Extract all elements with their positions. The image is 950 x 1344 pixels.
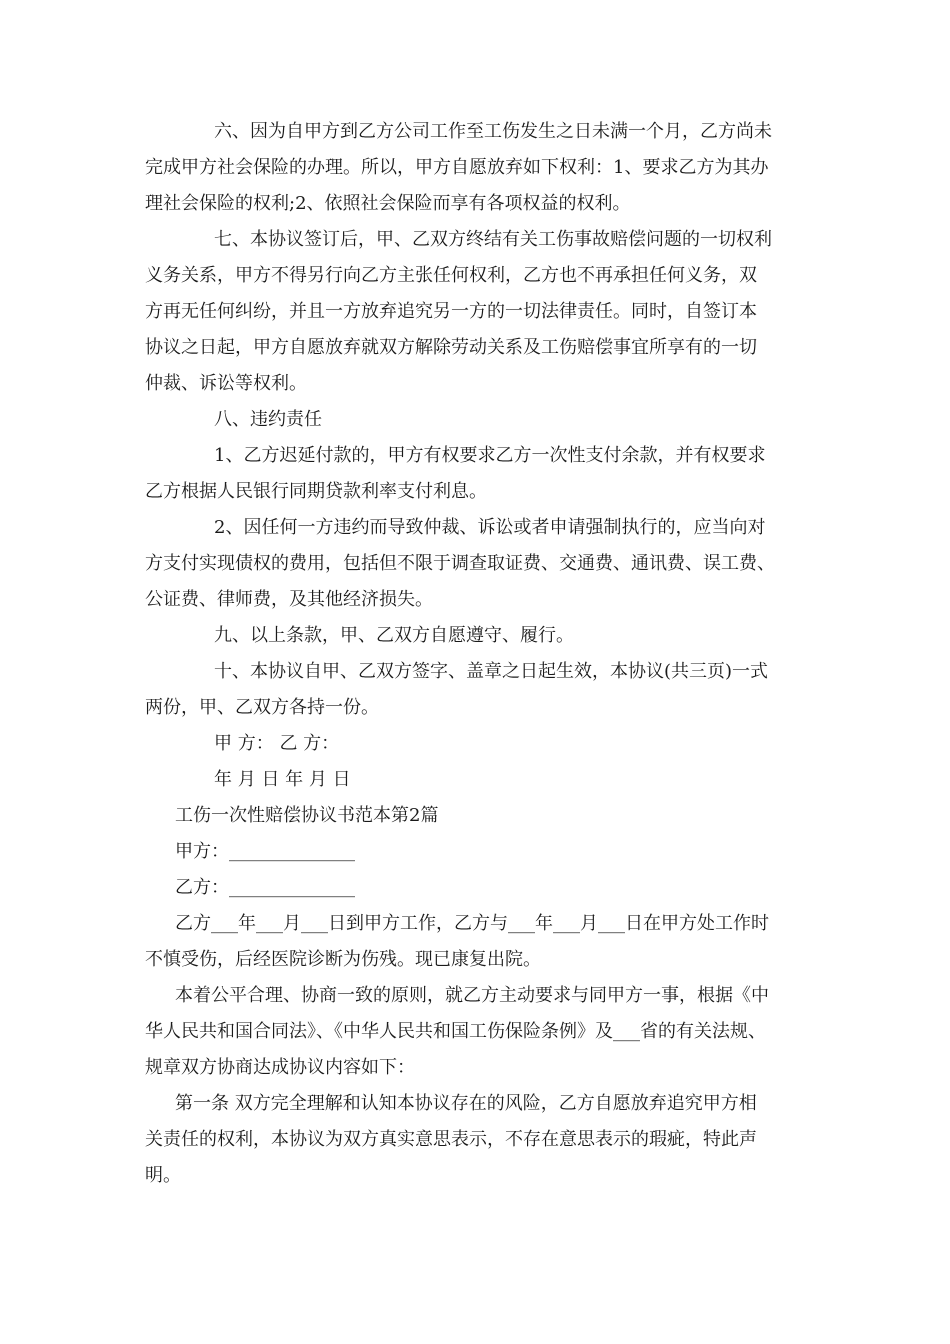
para-10-line-1: 十、本协议自甲、乙双方签字、盖章之日起生效，本协议(共三页)一式 xyxy=(214,661,769,682)
para-8-2-line-1: 2、因任何一方违约而导致仲裁、诉讼或者申请强制执行的，应当向对 xyxy=(214,517,766,538)
para-7-line-2: 义务关系，甲方不得另行向乙方主张任何权利，乙方也不再承担任何义务，双 xyxy=(145,265,757,286)
article-1-line-2: 关责任的权利，本协议为双方真实意思表示，不存在意思表示的瑕疵，特此声 xyxy=(145,1129,757,1150)
principle-para-line-3: 规章双方协商达成协议内容如下： xyxy=(145,1057,415,1078)
party-a-line: 甲方：______________ xyxy=(175,841,355,862)
para-8-2-line-2: 方支付实现债权的费用，包括但不限于调查取证费、交通费、通讯费、误工费、 xyxy=(145,553,775,574)
principle-para-line-1: 本着公平合理、协商一致的原则，就乙方主动要求与同甲方一事，根据《中 xyxy=(175,985,769,1006)
party-b-line: 乙方：______________ xyxy=(175,877,355,898)
section-8-heading: 八、违约责任 xyxy=(214,409,322,430)
para-6-line-1: 六、因为自甲方到乙方公司工作至工伤发生之日未满一个月，乙方尚未 xyxy=(214,121,772,142)
injury-para-line-2: 不慎受伤，后经医院诊断为伤残。现已康复出院。 xyxy=(145,949,541,970)
para-7-line-3: 方再无任何纠纷，并且一方放弃追究另一方的一切法律责任。同时，自签订本 xyxy=(145,301,757,322)
para-9: 九、以上条款，甲、乙双方自愿遵守、履行。 xyxy=(214,625,574,646)
para-7-line-5: 仲裁、诉讼等权利。 xyxy=(145,373,307,394)
para-7-line-4: 协议之日起，甲方自愿放弃就双方解除劳动关系及工伤赔偿事宜所享有的一切 xyxy=(145,337,757,358)
para-7-line-1: 七、本协议签订后，甲、乙双方终结有关工伤事故赔偿问题的一切权利 xyxy=(214,229,772,250)
article-1-line-1: 第一条 双方完全理解和认知本协议存在的风险，乙方自愿放弃追究甲方相 xyxy=(175,1093,757,1114)
signature-dates: 年 月 日 年 月 日 xyxy=(214,769,351,790)
article-1-line-3: 明。 xyxy=(145,1165,181,1186)
principle-para-line-2: 华人民共和国合同法》、《中华人民共和国工伤保险条例》及___省的有关法规、 xyxy=(145,1021,766,1042)
para-6-line-2: 完成甲方社会保险的办理。所以，甲方自愿放弃如下权利：1、要求乙方为其办 xyxy=(145,157,769,178)
second-doc-title: 工伤一次性赔偿协议书范本第2篇 xyxy=(175,805,439,826)
para-10-line-2: 两份，甲、乙双方各持一份。 xyxy=(145,697,379,718)
para-6-line-3: 理社会保险的权利;2、依照社会保险而享有各项权益的权利。 xyxy=(145,193,631,214)
para-8-2-line-3: 公证费、律师费，及其他经济损失。 xyxy=(145,589,433,610)
para-8-1-line-2: 乙方根据人民银行同期贷款利率支付利息。 xyxy=(145,481,487,502)
para-8-1-line-1: 1、乙方迟延付款的，甲方有权要求乙方一次性支付余款，并有权要求 xyxy=(214,445,766,466)
injury-para-line-1: 乙方___年___月___日到甲方工作，乙方与___年___月___日在甲方处工作时 xyxy=(175,913,769,934)
signature-parties: 甲 方： 乙 方： xyxy=(214,733,340,754)
